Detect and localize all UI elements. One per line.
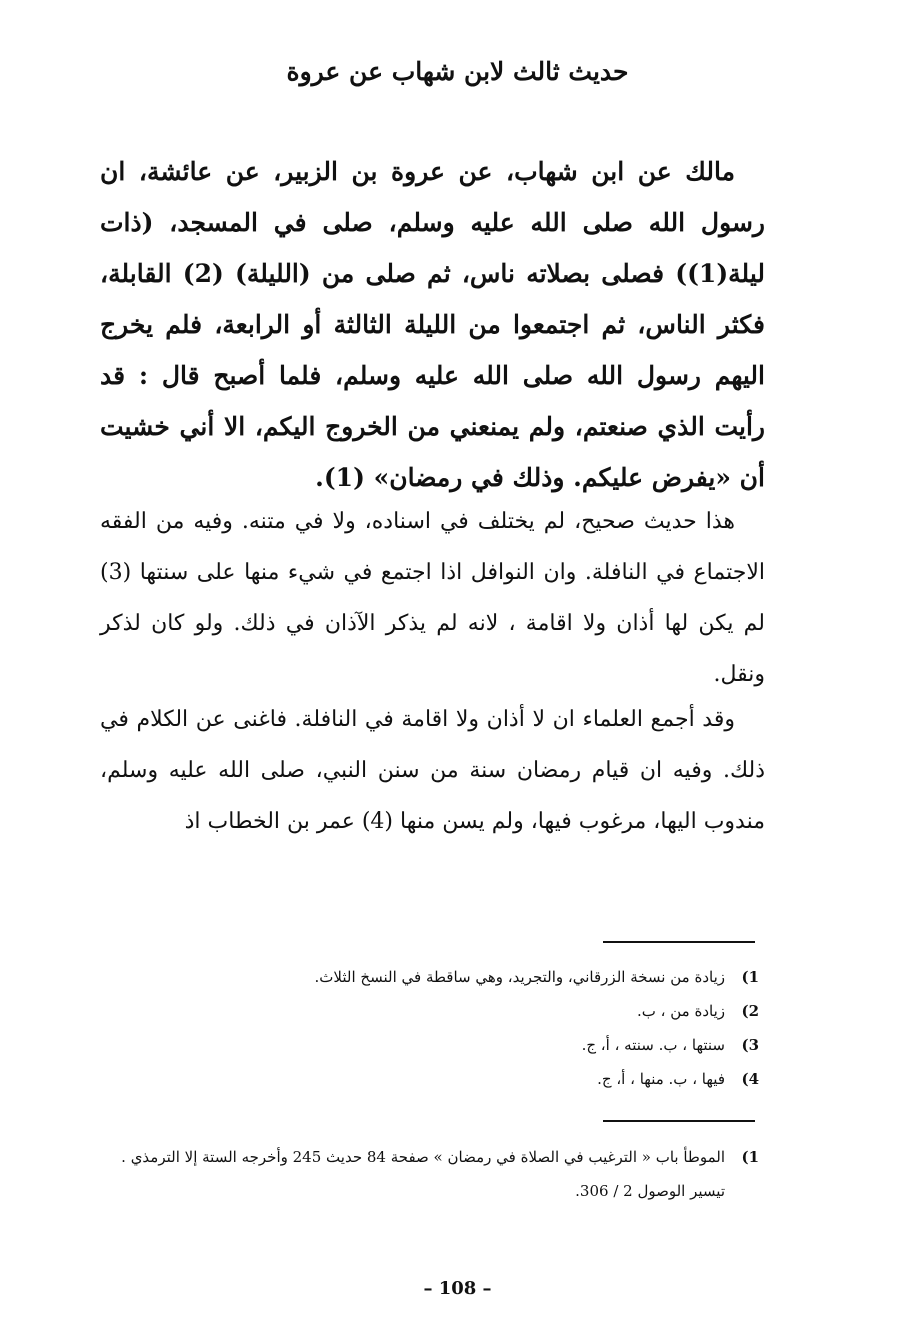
hadith-text: مالك عن ابن شهاب، عن عروة بن الزبير، عن عائشة، ان رسول الله صلى الله عليه وسلم، صلى في المسجد، (ذات ليلة(1)) فصلى بصلاته ناس، ثم صلى من (الليلة) (2) القابلة، فكثر الناس، ثم اجتمعوا من الليلة الثالثة أو الرابعة، فلم يخرج اليهم رسول الله صلى الله عليه وسلم، فلما أصبح قال : قد رأيت الذي صنعتم، ولم يمنعني من الخروج اليكم، الا أني خشيت أن «يفرض عليكم. وذلك في رمضان» (1). <box>100 157 765 492</box>
footnote-number: 1) <box>741 1148 759 1166</box>
footnote-number: 2) <box>741 1002 759 1020</box>
footnote-text: زيادة من نسخة الزرقاني، والتجريد، وهي ساقطة في النسخ الثلاث. <box>314 968 725 986</box>
footnote-text: الموطأ باب « الترغيب في الصلاة في رمضان » صفحة 84 حديث 245 وأخرجه الستة إلا الترمذي . تيسير الوصول 2 / 306. <box>121 1148 725 1200</box>
footnote-item <box>315 994 759 1028</box>
variant-footnotes <box>315 960 759 1096</box>
commentary-paragraph-2: وقد أجمع العلماء ان لا أذان ولا اقامة في النافلة. فاغنى عن الكلام في ذلك. وفيه ان قيام رمضان سنة من سنن النبي، صلى الله عليه وسلم، مندوب اليها، مرغوب فيها، ولم يسن منها (4) عمر بن الخطاب اذ <box>100 707 765 834</box>
footnote-number: 4) <box>741 1070 759 1088</box>
footnote-number: 3) <box>741 1036 759 1054</box>
footnote-number: 1) <box>741 968 759 986</box>
footnote-text: زيادة من ، ب. <box>636 1002 725 1020</box>
chapter-title: حديث ثالث لابن شهاب عن عروة <box>286 57 629 86</box>
footnote-divider <box>603 941 755 943</box>
commentary-paragraph-1: هذا حديث صحيح، لم يختلف في اسناده، ولا في متنه. وفيه من الفقه الاجتماع في النافلة. وان النوافل اذا اجتمع في شيء منها على سنتها (3) لم يكن لها أذان ولا اقامة ، لانه لم يذكر الآذان في ذلك. ولو كان لذكر ونقل. <box>100 509 765 687</box>
footnote-item <box>99 1140 759 1208</box>
footnote-item <box>315 1028 759 1062</box>
footnote-divider <box>603 1120 755 1122</box>
footnote-text: فيها ، ب. منها ، أ، ج. <box>597 1070 725 1088</box>
footnote-item <box>315 1062 759 1096</box>
footnote-item <box>315 960 759 994</box>
page-number: – 108 – <box>423 1278 492 1299</box>
footnote-text: سنتها ، ب. سنته ، أ، ج. <box>581 1036 725 1054</box>
source-footnotes <box>99 1140 759 1208</box>
